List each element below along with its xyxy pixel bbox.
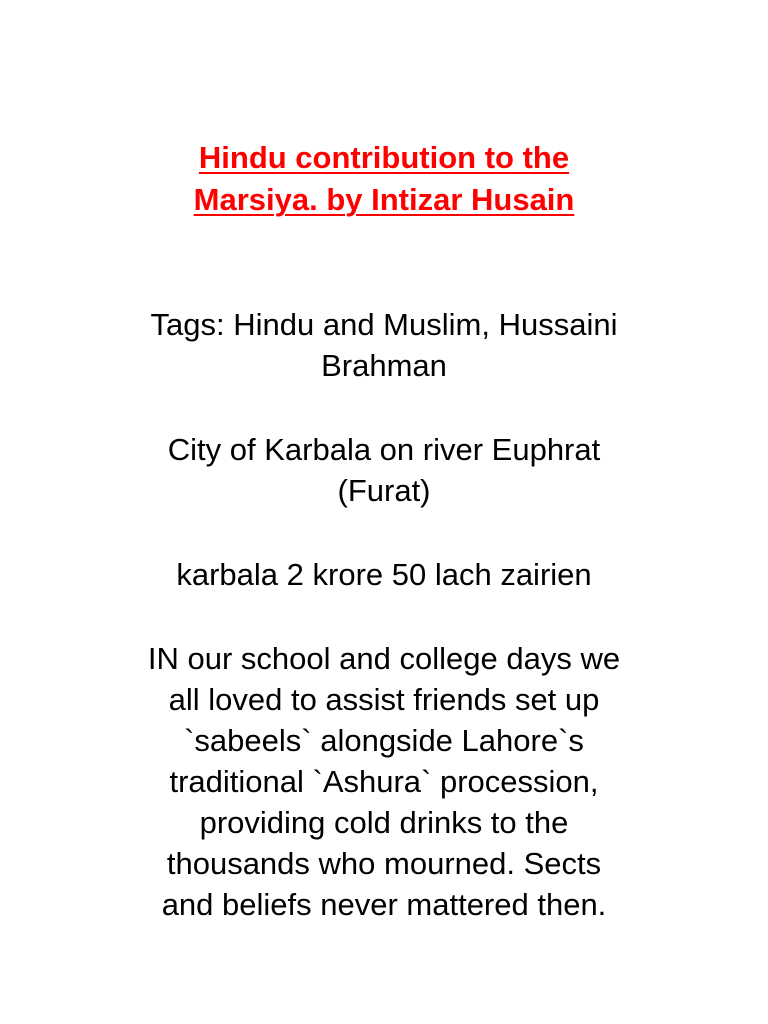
article-line-5: providing cold drinks to the [199,805,569,840]
article-line-7: and beliefs never mattered then. [161,887,607,922]
zairien-paragraph [84,554,684,595]
article-paragraph [84,638,684,925]
article-line-4: traditional `Ashura` procession, [169,764,599,799]
title-line-2: Marsiya. by Intizar Husain [193,182,575,217]
title-line-1: Hindu contribution to the [198,140,570,175]
article-line-2: all loved to assist friends set up [168,682,600,717]
tags-paragraph [84,304,684,386]
city-line-2: (Furat) [337,473,431,508]
city-line-1: City of Karbala on river Euphrat [167,432,601,467]
article-line-3: `sabeels` alongside Lahore`s [184,723,584,758]
city-paragraph [84,429,684,511]
tags-line-2: Brahman [321,348,447,383]
article-line-1: IN our school and college days we [147,641,621,676]
zairien-line: karbala 2 krore 50 lach zairien [176,557,592,592]
document-title [84,137,684,221]
article-line-6: thousands who mourned. Sects [166,846,602,881]
tags-line-1: Tags: Hindu and Muslim, Hussaini [150,307,618,342]
